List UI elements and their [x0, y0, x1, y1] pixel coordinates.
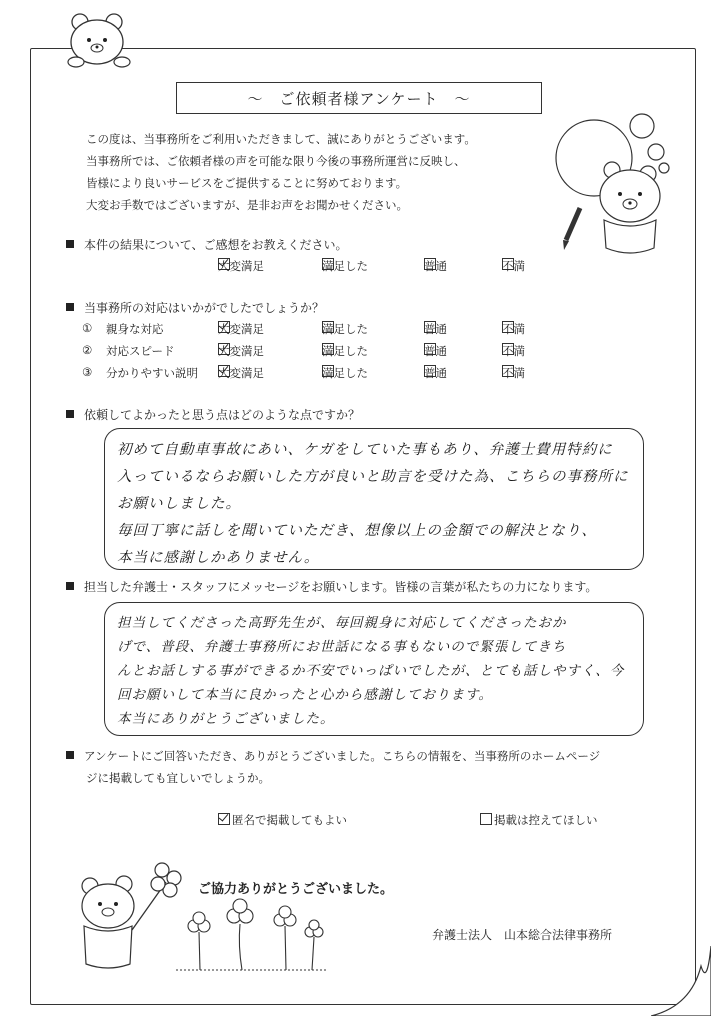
answer-line: 本当にありがとうございました。 [117, 711, 335, 727]
bear-peeking-icon [64, 12, 140, 72]
question-4 [66, 578, 597, 595]
intro-line: この度は、当事務所をご利用いただきまして、誠にありがとうございます。 [86, 132, 476, 146]
answer-line: 回お願いして本当に良かったと心から感謝しております。 [117, 687, 493, 703]
row-number: ① [82, 321, 93, 335]
thanks-message: ご協力ありがとうございました。 [198, 882, 394, 897]
answer-line: んとお話しする事ができるか不安でいっぱいでしたが、とても話しやすく、今 [117, 663, 625, 679]
answer-line: げで、普段、弁護士事務所にお世話になる事もないので緊張してきち [117, 639, 567, 655]
bullet-square-icon [66, 751, 74, 759]
question-1-text: 本件の結果について、ご感想をお教えください。 [84, 238, 348, 252]
q3-answer-box [104, 428, 644, 570]
q4-answer-box [104, 602, 644, 736]
bullet-square-icon [66, 303, 74, 311]
q5-option-anonymous-ok[interactable]: 匿名で掲載してもよい [218, 812, 347, 828]
question-1 [66, 236, 348, 253]
bullet-square-icon [66, 582, 74, 590]
q1-options: 大変満足 満足した 普通 不満 [218, 259, 525, 273]
answer-line: 担当してくださった高野先生が、毎回親身に対応してくださったおか [117, 615, 567, 631]
question-2 [66, 299, 324, 316]
intro-line: 当事務所では、ご依頼者様の声を可能な限り今後の事務所運営に反映し、 [86, 154, 466, 168]
question-3-text: 依頼してよかったと思う点はどのような点ですか？ [84, 408, 361, 422]
row-label: 分かりやすい説明 [106, 366, 198, 380]
bullet-square-icon [66, 410, 74, 418]
intro-line: 皆様により良いサービスをご提供することに努めております。 [86, 176, 408, 190]
answer-line: 入っているならお願いした方が良いと助言を受けた為、こちらの事務所に [117, 469, 629, 485]
q5-option-decline[interactable]: 掲載は控えてほしい [480, 812, 598, 828]
row-label: 親身な対応 [106, 322, 164, 336]
firm-name: 弁護士法人 山本総合法律事務所 [432, 928, 613, 942]
bullet-square-icon [66, 240, 74, 248]
question-5-text-line1: アンケートにご回答いただき、ありがとうございました。こちらの情報を、当事務所のホームページ [84, 749, 601, 763]
question-5 [66, 748, 600, 764]
clover-flowers-icon [176, 896, 326, 976]
question-2-text: 当事務所の対応はいかがでしたでしょうか？ [84, 301, 325, 315]
q2-row-1: ① 親身な対応 大変満足 満足した 普通 不満 [82, 321, 525, 336]
bear-flower-icon [70, 856, 190, 976]
q2-row-3: ③ 分かりやすい説明 大変満足 満足した 普通 不満 [82, 365, 525, 380]
question-3 [66, 406, 360, 423]
row-number: ② [82, 343, 93, 357]
question-4-text: 担当した弁護士・スタッフにメッセージをお願いします。皆様の言葉が私たちの力になります。 [84, 580, 598, 594]
intro-text [86, 128, 556, 216]
page-curl-icon [651, 946, 711, 1016]
checkbox-icon [480, 813, 492, 825]
checked-box-icon [218, 813, 230, 825]
answer-line: お願いしました。 [117, 496, 241, 512]
answer-line: 毎回丁寧に話しを聞いていただき、想像以上の金額での解決となり、 [117, 523, 597, 539]
bear-pencil-icon [536, 108, 686, 258]
answer-line: 本当に感謝しかありません。 [117, 550, 320, 566]
answer-line: 初めて自動車事故にあい、ケガをしていた事もあり、弁護士費用特約に [117, 442, 613, 458]
q2-row-2: ② 対応スピード 大変満足 満足した 普通 不満 [82, 343, 525, 358]
row-label: 対応スピード [106, 344, 175, 358]
page-title: ～ ご依頼者様アンケート ～ [176, 82, 542, 114]
row-number: ③ [82, 365, 93, 379]
intro-line: 大変お手数ではございますが、是非お声をお聞かせください。 [86, 198, 408, 212]
question-5-text-line2: ジに掲載しても宜しいでしょうか。 [86, 771, 270, 785]
